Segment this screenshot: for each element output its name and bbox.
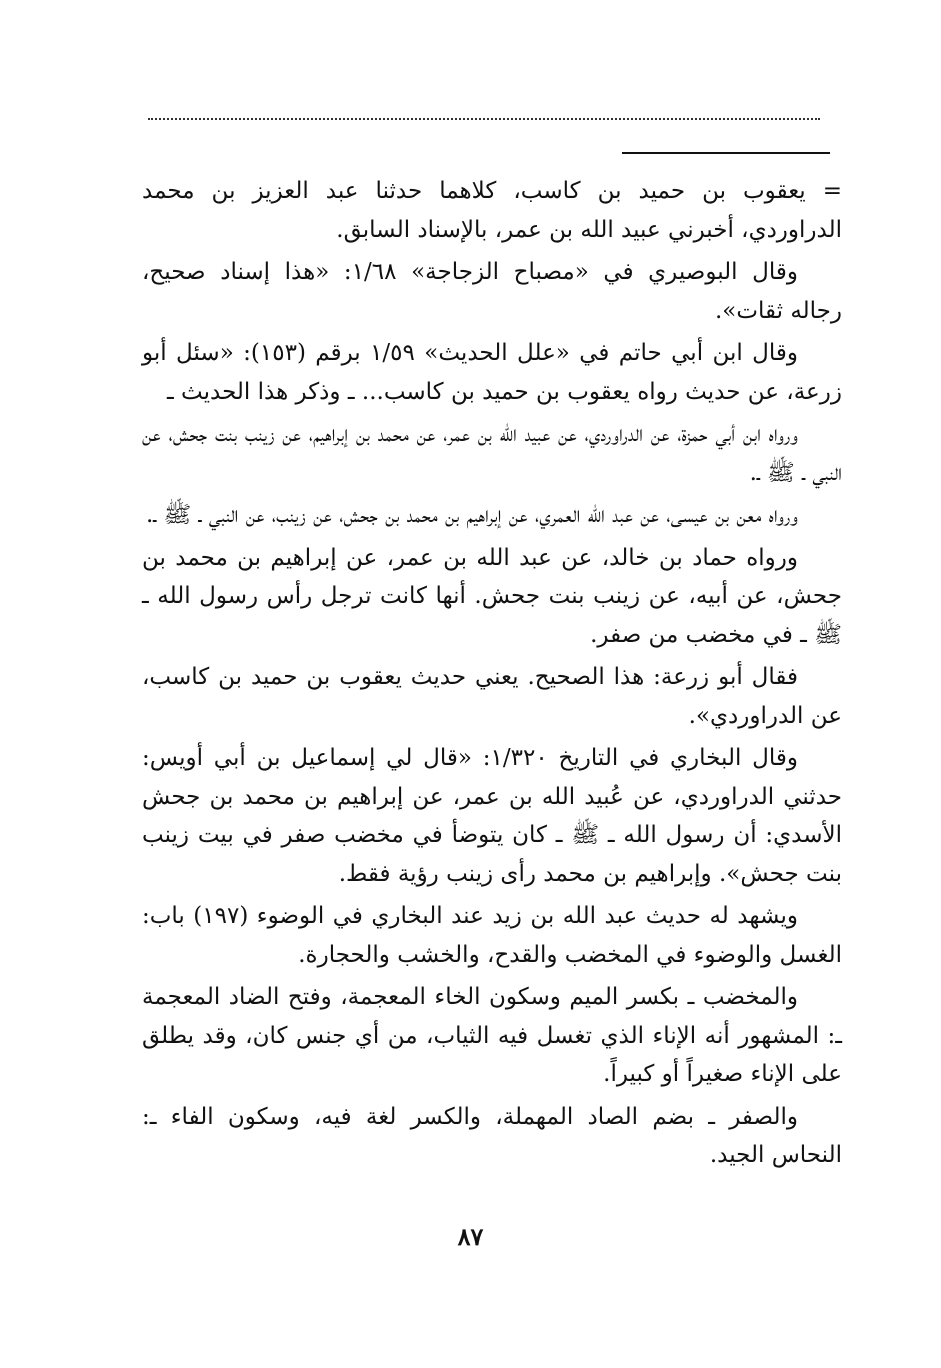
paragraph-witness: ويشهد له حديث عبد الله بن زيد عند البخاري في الوضوء (١٩٧) باب: الغسل والوضوء في المخضب والقدح، والخشب والحجارة.	[142, 903, 842, 968]
paragraph-sufr: والصفر ـ بضم الصاد المهملة، والكسر لغة فيه، وسكون الفاء ـ: النحاس الجيد.	[142, 1103, 842, 1168]
page-number: ٨٧	[457, 1222, 484, 1251]
paragraph-maan: ورواه معن بن عيسى، عن عبد الله العمري، عن إبراهيم بن محمد بن جحش، عن زينب، عن النبي ـ ﷺ ـ.	[145, 502, 798, 528]
paragraph-hammad: ورواه حماد بن خالد، عن عبد الله بن عمر، عن إبراهيم بن محمد بن جحش، عن أبيه، عن زينب بنت جحش. أنها كانت ترجل رأس رسول الله ـ ﷺ ـ في مخضب من صفر.	[142, 544, 842, 648]
paragraph-mikhdab: والمخضب ـ بكسر الميم وسكون الخاء المعجمة، وفتح الضاد المعجمة ـ: المشهور أنه الإناء الذي تغسل فيه الثياب، من أي جنس كان، وقد يطلق على الإناء صغيراً أو كبيراً.	[142, 984, 842, 1087]
paragraph-ibn-abi-hamza: ورواه ابن أبي حمزة، عن الدراوردي، عن عبيد الله بن عمر، عن محمد بن إبراهيم، عن زينب بنت جحش، عن النبي ـ ﷺ ـ.	[142, 421, 842, 486]
paragraph-continuation: = يعقوب بن حميد بن كاسب، كلاهما حدثنا عبد العزيز بن محمد الدراوردي، أخبرني عبيد الله بن عمر، بالإسناد السابق.	[142, 178, 842, 243]
paragraph-busiri: وقال البوصيري في «مصباح الزجاجة» ١/٦٨: «هذا إسناد صحيح، رجاله ثقات».	[142, 259, 842, 324]
footnote-text	[142, 172, 842, 1179]
paragraph-ibn-abi-hatim: وقال ابن أبي حاتم في «علل الحديث» ١/٥٩ برقم (١٥٣): «سئل أبو زرعة، عن حديث رواه يعقوب بن حميد بن كاسب... ـ وذكر هذا الحديث ـ	[142, 340, 842, 405]
paragraph-bukhari-tarikh: وقال البخاري في التاريخ ١/٣٢٠: «قال لي إسماعيل بن أبي أويس: حدثني الدراوردي، عن عُبيد الله بن عمر، عن إبراهيم بن محمد بن جحش الأسدي: أن رسول الله ـ ﷺ ـ كان يتوضأ في مخضب صفر في بيت زينب بنت جحش». وإبراهيم بن محمد رأى زينب رؤية فقط.	[142, 745, 842, 887]
dotted-separator	[148, 118, 820, 120]
footnote-rule	[622, 152, 830, 154]
paragraph-abu-zura: فقال أبو زرعة: هذا الصحيح. يعني حديث يعقوب بن حميد بن كاسب، عن الدراوردي».	[142, 664, 842, 729]
